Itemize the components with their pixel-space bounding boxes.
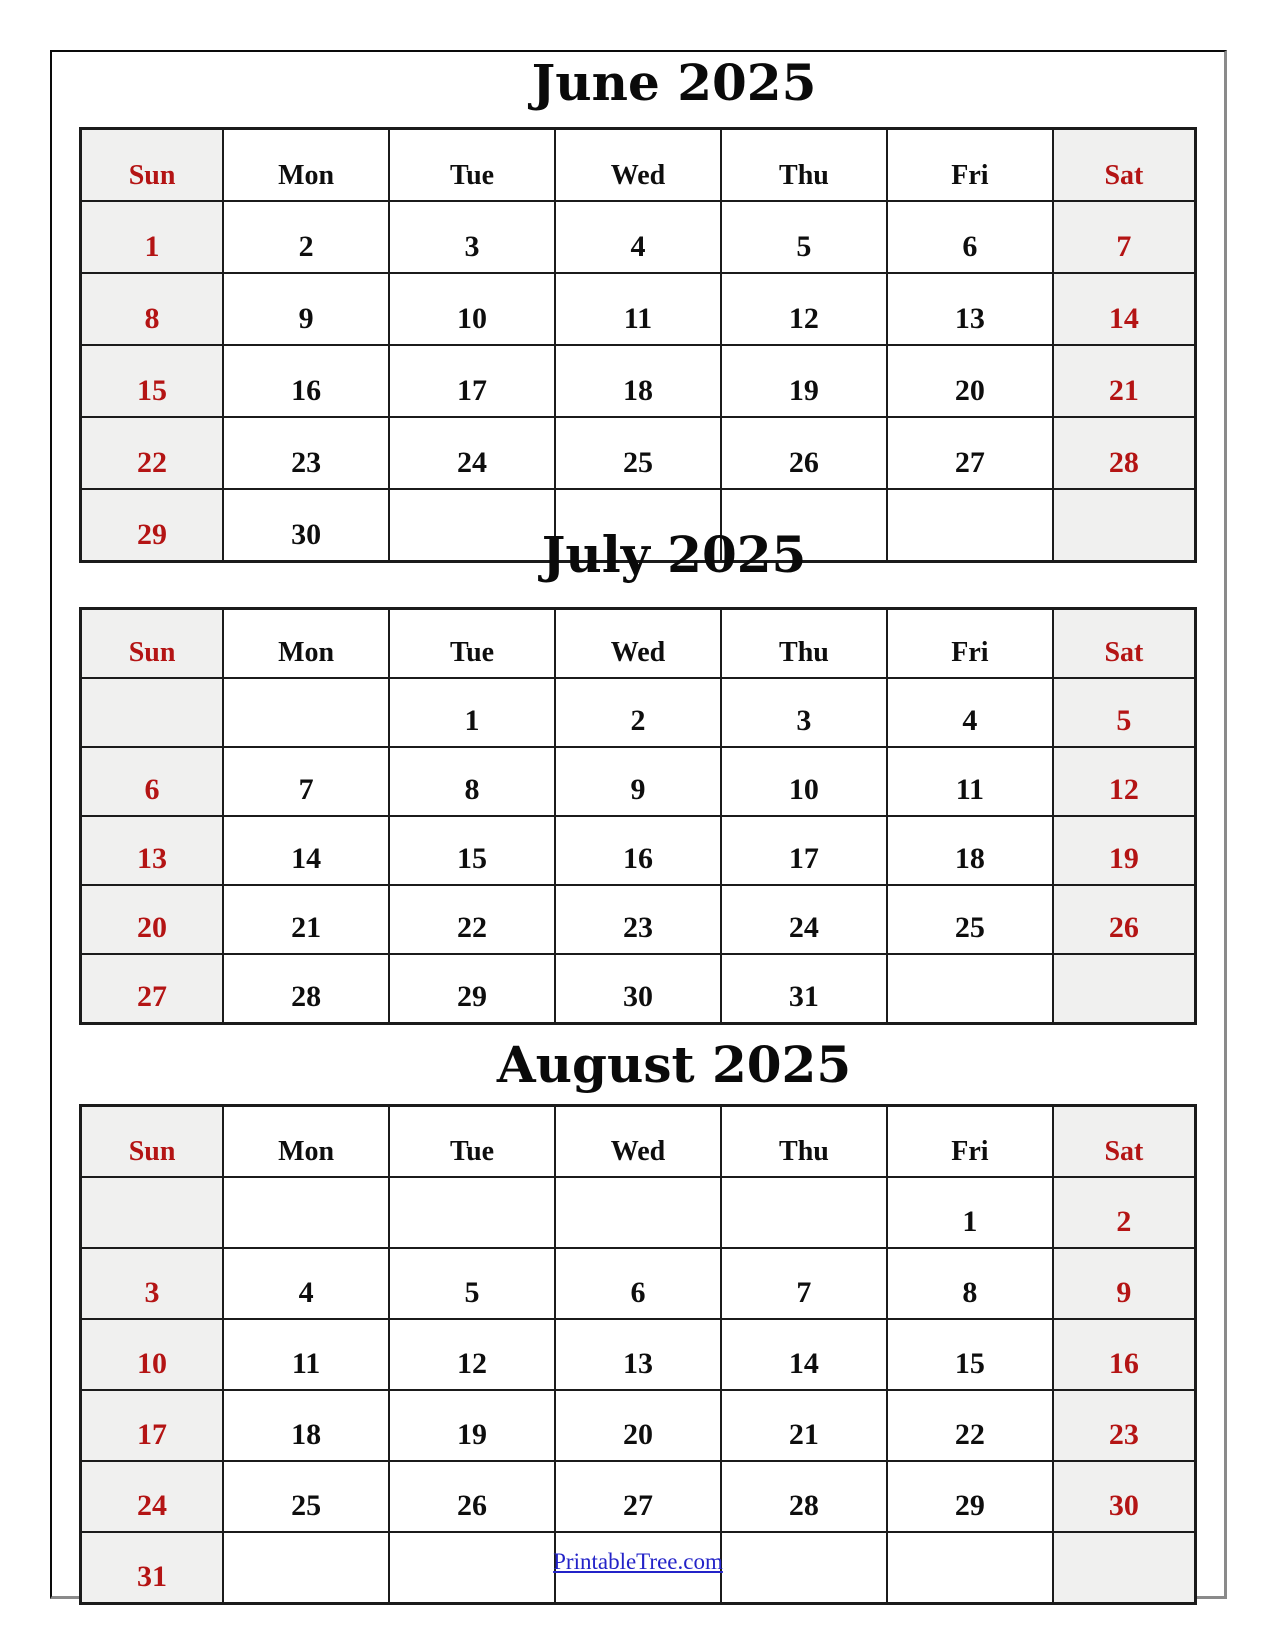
- day-cell: 17: [721, 816, 887, 885]
- week-row: [81, 273, 1196, 345]
- day-cell: 7: [223, 747, 389, 816]
- day-cell: 7: [1053, 201, 1196, 273]
- day-cell: 20: [81, 885, 224, 954]
- day-cell: 5: [721, 201, 887, 273]
- day-cell: 6: [555, 1248, 721, 1319]
- month-title-july: July 2025: [541, 525, 807, 584]
- week-row: [81, 1461, 1196, 1532]
- day-cell: 12: [389, 1319, 555, 1390]
- day-cell: 18: [223, 1390, 389, 1461]
- day-cell: 2: [555, 678, 721, 747]
- day-cell: 25: [887, 885, 1053, 954]
- day-cell: 24: [389, 417, 555, 489]
- month-title-august: August 2025: [496, 1035, 852, 1094]
- calendar-table-july: [79, 607, 1197, 1025]
- empty-day-cell: [223, 678, 389, 747]
- day-cell: 5: [1053, 678, 1196, 747]
- calendar-table-august: [79, 1104, 1197, 1605]
- page-frame: [50, 50, 1227, 1599]
- day-cell: 4: [223, 1248, 389, 1319]
- day-header-sat: Sat: [1053, 129, 1196, 202]
- empty-day-cell: [1053, 954, 1196, 1024]
- day-cell: 16: [555, 816, 721, 885]
- day-cell: 5: [389, 1248, 555, 1319]
- day-cell: 18: [555, 345, 721, 417]
- day-cell: 12: [1053, 747, 1196, 816]
- day-cell: 23: [223, 417, 389, 489]
- day-cell: 27: [81, 954, 224, 1024]
- empty-day-cell: [721, 1177, 887, 1248]
- day-cell: 26: [1053, 885, 1196, 954]
- day-header-mon: Mon: [223, 1106, 389, 1178]
- day-cell: 28: [223, 954, 389, 1024]
- day-cell: 22: [887, 1390, 1053, 1461]
- day-cell: 8: [389, 747, 555, 816]
- day-header-row: [81, 609, 1196, 679]
- day-header-thu: Thu: [721, 129, 887, 202]
- day-cell: 13: [555, 1319, 721, 1390]
- week-row: [81, 1390, 1196, 1461]
- day-cell: 17: [389, 345, 555, 417]
- day-cell: 11: [887, 747, 1053, 816]
- day-cell: 9: [555, 747, 721, 816]
- day-cell: 1: [389, 678, 555, 747]
- day-cell: 9: [223, 273, 389, 345]
- day-cell: 30: [1053, 1461, 1196, 1532]
- day-cell: 24: [81, 1461, 224, 1532]
- june-calendar: [79, 127, 1197, 563]
- day-cell: 19: [389, 1390, 555, 1461]
- day-cell: 23: [555, 885, 721, 954]
- day-cell: 25: [555, 417, 721, 489]
- day-cell: 1: [887, 1177, 1053, 1248]
- day-cell: 16: [223, 345, 389, 417]
- day-cell: 30: [223, 489, 389, 562]
- day-header-sun: Sun: [81, 609, 224, 679]
- day-header-fri: Fri: [887, 1106, 1053, 1178]
- day-header-fri: Fri: [887, 609, 1053, 679]
- day-header-row: [81, 129, 1196, 202]
- day-cell: 16: [1053, 1319, 1196, 1390]
- day-cell: 27: [887, 417, 1053, 489]
- empty-day-cell: [389, 1177, 555, 1248]
- day-cell: 25: [223, 1461, 389, 1532]
- footer-link[interactable]: PrintableTree.com: [553, 1549, 723, 1574]
- day-cell: 21: [721, 1390, 887, 1461]
- day-header-sun: Sun: [81, 129, 224, 202]
- day-cell: 14: [223, 816, 389, 885]
- day-cell: 2: [223, 201, 389, 273]
- day-cell: 10: [389, 273, 555, 345]
- day-cell: 28: [721, 1461, 887, 1532]
- day-cell: 29: [81, 489, 224, 562]
- day-cell: 21: [223, 885, 389, 954]
- week-row: [81, 816, 1196, 885]
- week-row: [81, 885, 1196, 954]
- day-cell: 7: [721, 1248, 887, 1319]
- day-cell: 10: [721, 747, 887, 816]
- day-cell: 8: [81, 273, 224, 345]
- day-cell: 22: [389, 885, 555, 954]
- empty-day-cell: [81, 1177, 224, 1248]
- day-cell: 22: [81, 417, 224, 489]
- august-calendar: [79, 1104, 1197, 1605]
- day-cell: 17: [81, 1390, 224, 1461]
- day-header-wed: Wed: [555, 129, 721, 202]
- day-cell: 3: [721, 678, 887, 747]
- day-cell: 27: [555, 1461, 721, 1532]
- week-row: [81, 678, 1196, 747]
- day-cell: 21: [1053, 345, 1196, 417]
- day-cell: 15: [389, 816, 555, 885]
- day-cell: 10: [81, 1319, 224, 1390]
- day-header-tue: Tue: [389, 609, 555, 679]
- calendar-table-june: [79, 127, 1197, 563]
- month-title-june: June 2025: [531, 53, 817, 112]
- day-cell: 31: [81, 1532, 224, 1604]
- empty-day-cell: [81, 678, 224, 747]
- day-cell: 13: [887, 273, 1053, 345]
- day-cell: 15: [887, 1319, 1053, 1390]
- day-header-mon: Mon: [223, 609, 389, 679]
- day-cell: 19: [721, 345, 887, 417]
- week-row: [81, 345, 1196, 417]
- day-header-thu: Thu: [721, 609, 887, 679]
- week-row: [81, 1177, 1196, 1248]
- day-cell: 4: [887, 678, 1053, 747]
- day-header-sun: Sun: [81, 1106, 224, 1178]
- day-cell: 1: [81, 201, 224, 273]
- day-header-row: [81, 1106, 1196, 1178]
- empty-day-cell: [887, 954, 1053, 1024]
- day-cell: 2: [1053, 1177, 1196, 1248]
- week-row: [81, 417, 1196, 489]
- day-cell: 20: [887, 345, 1053, 417]
- day-cell: 26: [389, 1461, 555, 1532]
- day-header-fri: Fri: [887, 129, 1053, 202]
- day-header-mon: Mon: [223, 129, 389, 202]
- empty-day-cell: [555, 1177, 721, 1248]
- week-row: [81, 747, 1196, 816]
- day-cell: 30: [555, 954, 721, 1024]
- day-cell: 4: [555, 201, 721, 273]
- day-cell: 14: [721, 1319, 887, 1390]
- day-cell: 13: [81, 816, 224, 885]
- day-cell: 28: [1053, 417, 1196, 489]
- day-cell: 29: [887, 1461, 1053, 1532]
- day-header-sat: Sat: [1053, 1106, 1196, 1178]
- day-cell: 9: [1053, 1248, 1196, 1319]
- day-cell: 18: [887, 816, 1053, 885]
- day-cell: 11: [223, 1319, 389, 1390]
- day-cell: 8: [887, 1248, 1053, 1319]
- day-cell: 15: [81, 345, 224, 417]
- empty-day-cell: [223, 1177, 389, 1248]
- day-cell: 11: [555, 273, 721, 345]
- day-cell: 6: [81, 747, 224, 816]
- day-cell: 6: [887, 201, 1053, 273]
- week-row: [81, 201, 1196, 273]
- week-row: [81, 1248, 1196, 1319]
- day-header-wed: Wed: [555, 1106, 721, 1178]
- day-header-thu: Thu: [721, 1106, 887, 1178]
- july-calendar: [79, 607, 1197, 1025]
- day-cell: 12: [721, 273, 887, 345]
- day-cell: 24: [721, 885, 887, 954]
- day-cell: 3: [81, 1248, 224, 1319]
- day-header-tue: Tue: [389, 1106, 555, 1178]
- week-row: [81, 954, 1196, 1024]
- day-cell: 3: [389, 201, 555, 273]
- day-cell: 14: [1053, 273, 1196, 345]
- day-header-tue: Tue: [389, 129, 555, 202]
- day-cell: 31: [721, 954, 887, 1024]
- day-cell: 20: [555, 1390, 721, 1461]
- day-cell: 23: [1053, 1390, 1196, 1461]
- day-cell: 29: [389, 954, 555, 1024]
- day-header-sat: Sat: [1053, 609, 1196, 679]
- day-header-wed: Wed: [555, 609, 721, 679]
- week-row: [81, 1319, 1196, 1390]
- day-cell: 26: [721, 417, 887, 489]
- day-cell: 19: [1053, 816, 1196, 885]
